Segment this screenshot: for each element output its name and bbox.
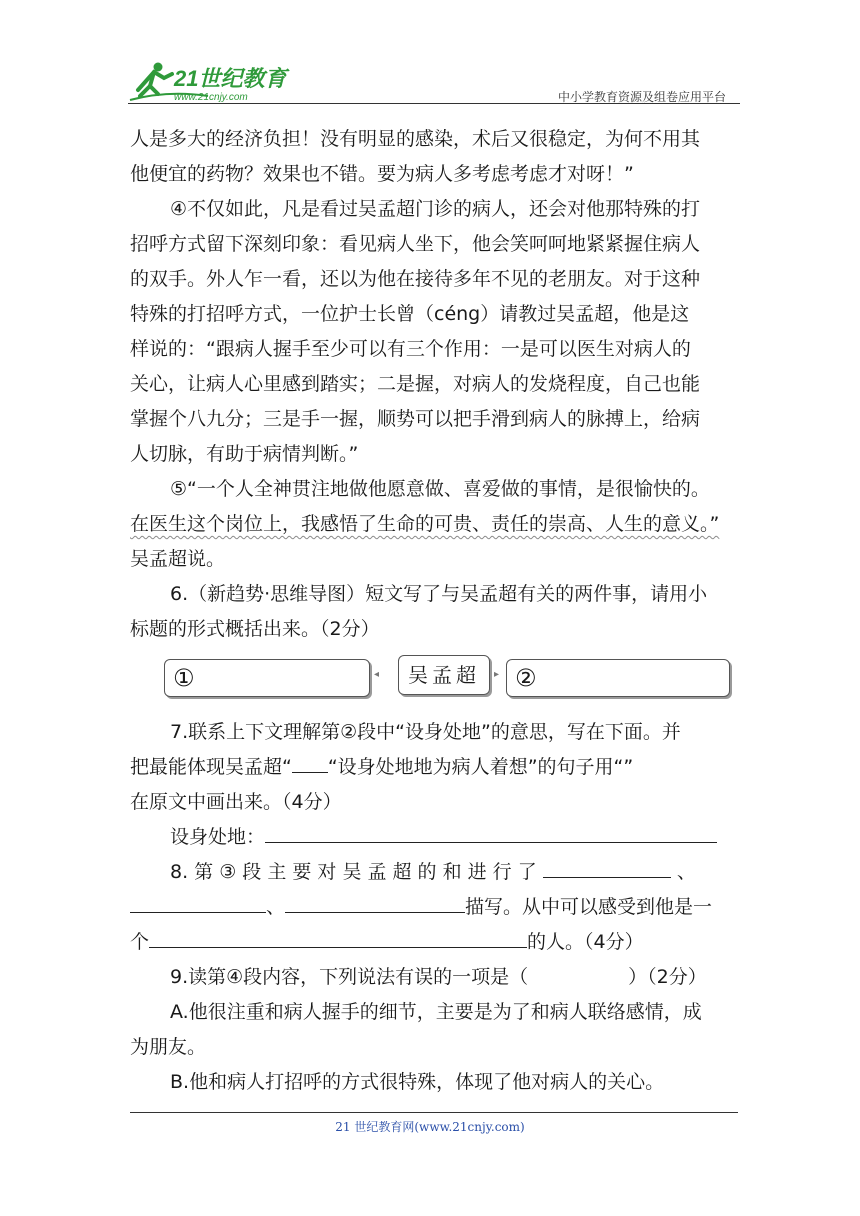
logo-main-text: 21世纪教育 (174, 66, 287, 91)
text-fragment: 的人。（4分） (527, 931, 644, 953)
text-line: 在原文中画出来。（4分） (130, 791, 342, 813)
option-a: A.他很注重和病人握手的细节，主要是为了和病人联络感情，成 (170, 1001, 702, 1023)
text-fragment: 个 (130, 931, 150, 953)
logo-21cnjy (128, 60, 298, 104)
answer-blank[interactable] (265, 820, 717, 843)
fill-blank[interactable] (130, 890, 266, 913)
header-divider (128, 103, 740, 104)
page-header (128, 60, 740, 106)
text-fragment: 、 (266, 896, 286, 918)
mindmap-center-node: 吴孟超 (398, 655, 490, 695)
mindmap-answer-box-2[interactable] (506, 659, 730, 697)
logo-sub-text: www.21cnjy.com (174, 92, 248, 103)
text-line: 吴孟超说。 (130, 548, 226, 570)
text-fragment: 9.读第④段内容，下列说法有误的一项是（ (170, 966, 529, 988)
question-7: 7.联系上下文理解第②段中“设身处地”的意思，写在下面。并 (170, 721, 681, 743)
text-line: 招呼方式留下深刻印象：看见病人坐下，他会笑呵呵地紧紧握住病人 (130, 233, 701, 255)
question-8 (130, 855, 732, 890)
circled-number-2: ② (515, 664, 537, 692)
paragraph-4-start: ④不仅如此，凡是看过吴孟超门诊的病人，还会对他那特殊的打 (170, 198, 701, 220)
mind-map (130, 655, 732, 707)
text-fragment: 描写。从中可以感受到他是一 (465, 896, 713, 918)
text-line: 的双手。外人乍一看，还以为他在接待多年不见的老朋友。对于这种 (130, 268, 701, 290)
text-line: 掌握个八九分；三是手一握，顺势可以把手滑到病人的脉搏上，给病 (130, 408, 701, 430)
text-line: 人是多大的经济负担！没有明显的感染，术后又很稳定，为何不用其 (130, 128, 701, 150)
text-fragment: ）（2分） (628, 966, 707, 988)
answer-label: 设身处地： (170, 826, 266, 848)
text-line: 标题的形式概括出来。（2分） (130, 618, 380, 640)
text-line: 为朋友。 (130, 1036, 207, 1058)
fill-blank[interactable] (292, 750, 328, 773)
text-fragment: 、 (676, 861, 696, 883)
text-line: 人切脉，有助于病情判断。” (130, 443, 359, 465)
text-line: 他便宜的药物？效果也不错。要为病人多考虑考虑才对呀！” (130, 163, 634, 185)
footer-divider (130, 1112, 738, 1113)
text-line (130, 750, 732, 785)
text-line: 关心，让病人心里感到踏实；二是握，对病人的发烧程度，自己也能 (130, 373, 701, 395)
text-line: 特殊的打招呼方式，一位护士长曾（céng）请教过吴孟超，他是这 (130, 303, 690, 325)
mindmap-answer-box-1[interactable] (164, 659, 370, 697)
answer-line (130, 820, 732, 855)
text-line (130, 925, 732, 960)
text-line: 样说的：“跟病人握手至少可以有三个作用：一是可以医生对病人的 (130, 338, 691, 360)
connector-arrow-icon: ◂ (374, 669, 380, 680)
wavy-underlined-sentence: 在医生这个岗位上，我感悟了生命的可贵、责任的崇高、人生的意义。” (130, 513, 720, 535)
fill-blank[interactable] (285, 890, 465, 913)
text-fragment: 8. 第 ③ 段 主 要 对 吴 孟 超 的 和 进 行 了 (170, 861, 537, 883)
circled-number-1: ① (173, 664, 195, 692)
site-tagline: 中小学教育资源及组卷应用平台 (557, 90, 726, 104)
text-line (130, 507, 732, 542)
question-6: 6.（新趋势·思维导图）短文写了与吴孟超有关的两件事，请用小 (170, 583, 708, 605)
question-9 (130, 960, 732, 995)
text-fragment: 把最能体现吴孟超“ (130, 756, 292, 778)
document-body (130, 122, 732, 1100)
paragraph-5-start: ⑤“一个人全神贯注地做他愿意做、喜爱做的事情，是很愉快的。 (170, 478, 710, 500)
fill-blank[interactable] (149, 925, 527, 948)
fill-blank[interactable] (543, 855, 671, 878)
option-b: B.他和病人打招呼的方式很特殊，体现了他对病人的关心。 (170, 1071, 665, 1093)
text-line (130, 890, 732, 925)
footer-text: 21 世纪教育网(www.21cnjy.com) (335, 1120, 525, 1134)
text-fragment: “设身处地地为病人着想”的句子用“” (327, 756, 634, 778)
connector-arrow-icon: ▸ (494, 669, 500, 680)
